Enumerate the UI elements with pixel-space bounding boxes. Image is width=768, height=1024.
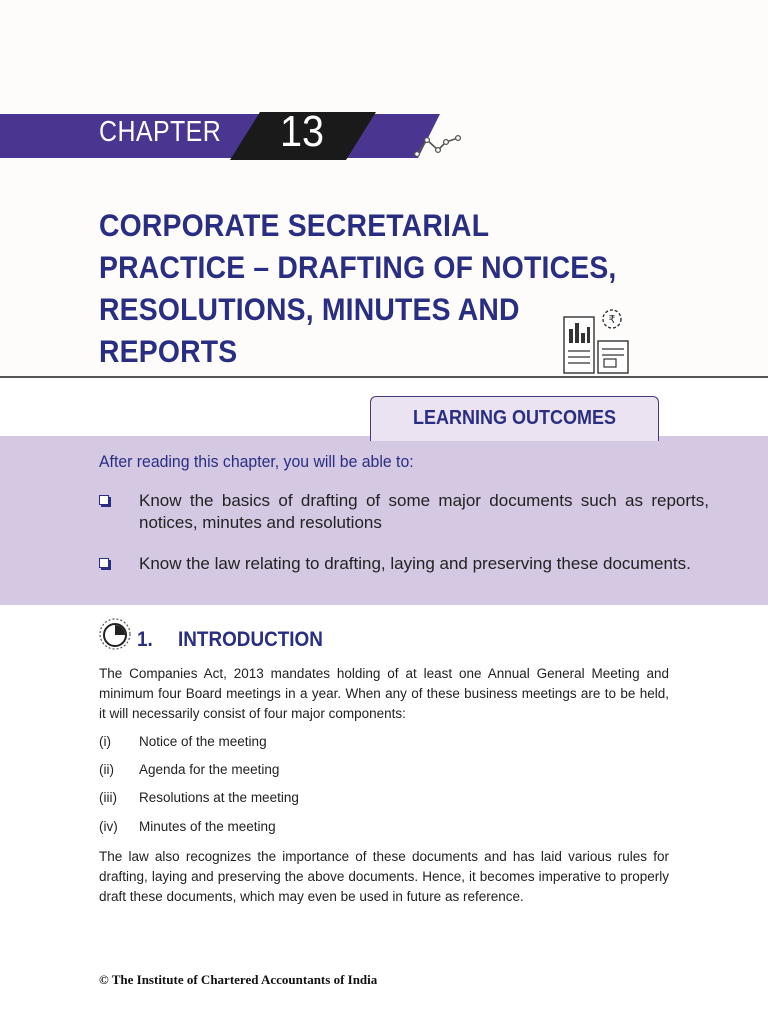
report-document-icon	[560, 305, 632, 377]
clock-icon	[97, 616, 133, 652]
chapter-title-line: CORPORATE SECRETARIAL	[99, 207, 490, 243]
list-item-text: Minutes of the meeting	[139, 819, 276, 834]
checkbox-bullet-icon	[99, 495, 109, 505]
closing-paragraph: The law also recognizes the importance of these documents and has laid various rules for drafting, laying and preserving the above documents. Hence, it becomes imperative to properly draft these documents, which may even be used in future as reference.	[99, 849, 669, 904]
list-item-text: Resolutions at the meeting	[139, 790, 299, 805]
chapter-title-line: PRACTICE – DRAFTING OF NOTICES,	[99, 249, 617, 285]
section-title: INTRODUCTION	[178, 628, 323, 651]
chapter-title-line: RESOLUTIONS, MINUTES AND	[99, 291, 520, 327]
list-item-text: Notice of the meeting	[139, 734, 267, 749]
list-item-number: (iii)	[99, 790, 117, 805]
header-divider	[0, 376, 768, 378]
learning-outcome-text: Know the law relating to drafting, laying and preserving these documents.	[139, 554, 691, 573]
svg-text:₹: ₹	[608, 313, 616, 326]
learning-outcomes-tab	[370, 396, 659, 441]
chapter-label: CHAPTER	[99, 116, 222, 148]
section-number: 1.	[137, 628, 153, 651]
list-item-number: (i)	[99, 734, 111, 749]
list-item-number: (iv)	[99, 819, 118, 834]
chapter-number: 13	[280, 107, 325, 156]
footer-copyright: © The Institute of Chartered Accountants of India	[99, 972, 378, 987]
learning-outcome-text: Know the basics of drafting of some major documents such as reports, notices, minutes and resolutions	[139, 491, 709, 532]
list-item-number: (ii)	[99, 762, 114, 777]
chapter-title-line: REPORTS	[99, 333, 238, 369]
list-item-text: Agenda for the meeting	[139, 762, 280, 777]
learning-outcomes-intro: After reading this chapter, you will be able to:	[99, 452, 414, 471]
checkbox-bullet-icon	[99, 558, 109, 568]
chapter-title	[99, 204, 639, 372]
line-graph-icon	[414, 132, 462, 160]
intro-paragraph: The Companies Act, 2013 mandates holding of at least one Annual General Meeting and minimum four Board meetings in a year. When any of these business meetings are to be held, it will necessarily consist of four major components:	[99, 666, 669, 721]
learning-outcomes-heading: LEARNING OUTCOMES	[412, 407, 617, 429]
